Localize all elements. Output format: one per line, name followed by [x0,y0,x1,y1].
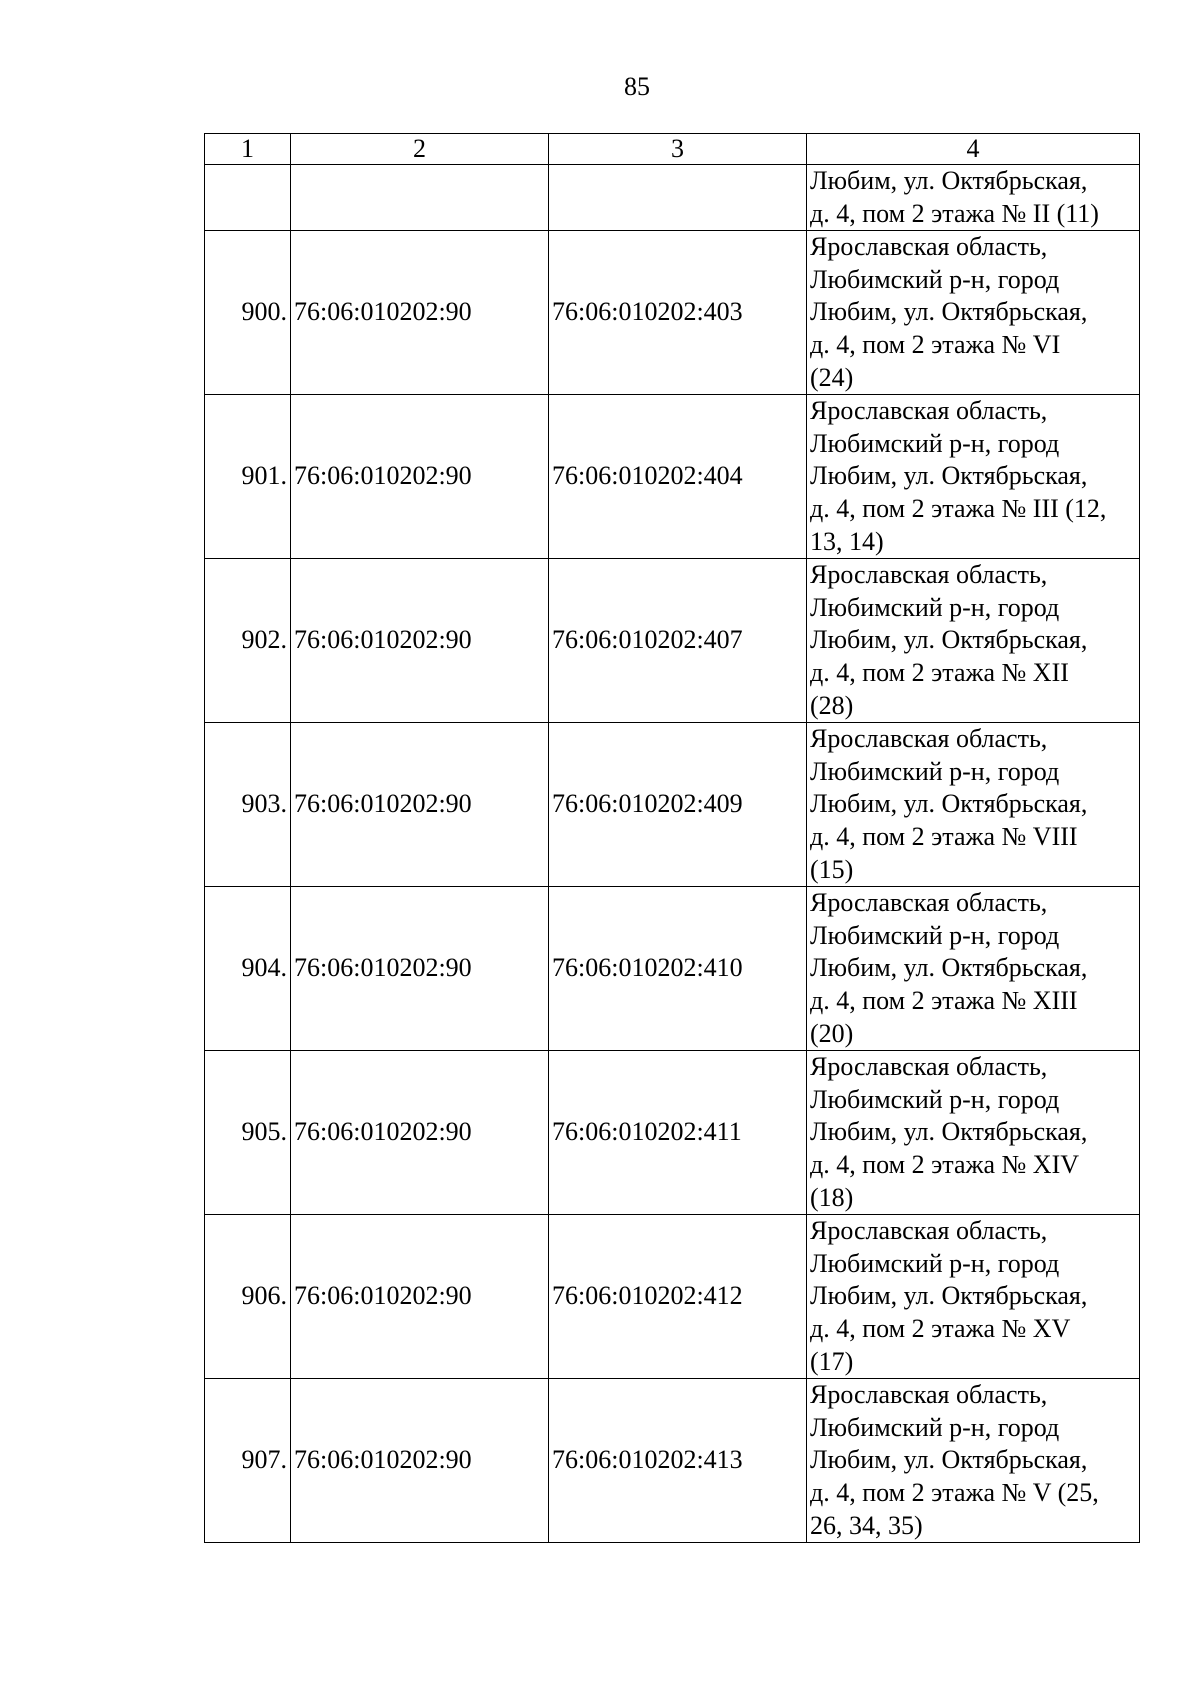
address-line: Ярославская область, [810,724,1048,754]
address-line: Любим, ул. Октябрьская, [810,297,1088,327]
address-line: 13, 14) [810,526,884,556]
cadastral-number-cell: 76:06:010202:403 [549,231,807,395]
row-number-cell [205,165,291,231]
address-line: (24) [810,362,854,392]
row-number-cell: 905. [205,1051,291,1215]
address-line: Любим, ул. Октябрьская, [810,625,1088,655]
column-header-2: 2 [291,134,549,165]
address-line: д. 4, пом 2 этажа № XII [810,657,1069,687]
table-header-row [205,134,1140,165]
table-row [205,231,1140,395]
address-cell [807,559,1140,723]
cadastral-number-cell: 76:06:010202:410 [549,887,807,1051]
address-line: Любим, ул. Октябрьская, [810,1281,1088,1311]
cadastral-number-cell: 76:06:010202:90 [291,559,549,723]
row-number-cell: 904. [205,887,291,1051]
cadastral-number-cell: 76:06:010202:90 [291,723,549,887]
address-line: Любимский р-н, город [810,592,1060,622]
row-number-cell: 901. [205,395,291,559]
table-row [205,723,1140,887]
address-line: Ярославская область, [810,232,1048,262]
cadastral-number-cell: 76:06:010202:90 [291,887,549,1051]
address-line: Ярославская область, [810,1216,1048,1246]
table-row [205,1215,1140,1379]
address-line: д. 4, пом 2 этажа № V (25, [810,1477,1099,1507]
table-row [205,1379,1140,1543]
address-line: (17) [810,1346,854,1376]
address-line: д. 4, пом 2 этажа № VIII [810,821,1078,851]
column-header-3: 3 [549,134,807,165]
address-line: Ярославская область, [810,1380,1048,1410]
address-line: Любимский р-н, город [810,1248,1060,1278]
address-line: 26, 34, 35) [810,1510,923,1540]
address-line: д. 4, пом 2 этажа № VI [810,329,1061,359]
cadastral-number-cell: 76:06:010202:90 [291,1215,549,1379]
table-row [205,887,1140,1051]
address-line: Любим, ул. Октябрьская, [810,1445,1088,1475]
address-line: д. 4, пом 2 этажа № II (11) [810,198,1099,228]
address-cell [807,1215,1140,1379]
cadastral-number-cell: 76:06:010202:409 [549,723,807,887]
address-line: (20) [810,1018,854,1048]
address-line: Ярославская область, [810,396,1048,426]
row-number-cell: 902. [205,559,291,723]
address-line: (18) [810,1182,854,1212]
cadastral-number-cell: 76:06:010202:90 [291,395,549,559]
row-number-cell: 903. [205,723,291,887]
address-line: Любим, ул. Октябрьская, [810,953,1088,983]
address-line: Любим, ул. Октябрьская, [810,166,1088,195]
address-cell [807,1379,1140,1543]
address-line: Любимский р-н, город [810,756,1060,786]
address-line: Любимский р-н, город [810,1084,1060,1114]
address-cell [807,723,1140,887]
address-line: Любимский р-н, город [810,920,1060,950]
address-line: Любимский р-н, город [810,428,1060,458]
column-header-4: 4 [807,134,1140,165]
address-line: д. 4, пом 2 этажа № XV [810,1313,1071,1343]
table-row [205,559,1140,723]
address-line: д. 4, пом 2 этажа № XIV [810,1149,1080,1179]
address-line: Любимский р-н, город [810,1412,1060,1442]
address-line: Любим, ул. Октябрьская, [810,461,1088,491]
table-row [205,1051,1140,1215]
address-line: Ярославская область, [810,888,1048,918]
table-rows [205,231,1140,1543]
address-line: д. 4, пом 2 этажа № XIII [810,985,1078,1015]
address-line: (28) [810,690,854,720]
row-number-cell: 906. [205,1215,291,1379]
address-cell [807,887,1140,1051]
cadastral-number-cell: 76:06:010202:90 [291,231,549,395]
cadastral-number-cell: 76:06:010202:90 [291,1051,549,1215]
cadastral-number-cell: 76:06:010202:404 [549,395,807,559]
address-line: Любимский р-н, город [810,264,1060,294]
cadastral-number-cell [291,165,549,231]
page-number: 85 [624,72,650,101]
table-row [205,395,1140,559]
address-line: Ярославская область, [810,560,1048,590]
address-cell [807,1051,1140,1215]
table-row-continuation [205,165,1140,231]
cadastral-number-cell: 76:06:010202:90 [291,1379,549,1543]
cadastral-number-cell [549,165,807,231]
cadastral-number-cell: 76:06:010202:413 [549,1379,807,1543]
cadastral-number-cell: 76:06:010202:411 [549,1051,807,1215]
row-number-cell: 907. [205,1379,291,1543]
address-line: Ярославская область, [810,1052,1048,1082]
row-number-cell: 900. [205,231,291,395]
address-cell [807,231,1140,395]
address-cell [807,165,1140,231]
address-cell [807,395,1140,559]
address-line: д. 4, пом 2 этажа № III (12, [810,493,1107,523]
registry-table [204,133,1140,1543]
column-header-1: 1 [205,134,291,165]
address-line: Любим, ул. Октябрьская, [810,789,1088,819]
address-line: Любим, ул. Октябрьская, [810,1117,1088,1147]
address-line: (15) [810,854,854,884]
cadastral-number-cell: 76:06:010202:407 [549,559,807,723]
cadastral-number-cell: 76:06:010202:412 [549,1215,807,1379]
